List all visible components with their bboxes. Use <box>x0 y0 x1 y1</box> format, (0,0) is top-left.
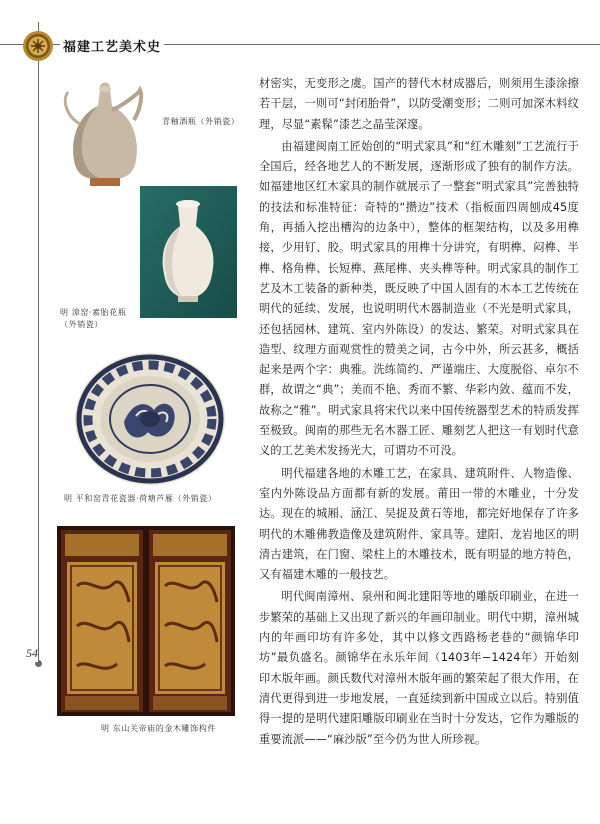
body-text <box>259 74 579 750</box>
figure-caption: 明 平和窑青花瓷器·荷塘芦雁（外销瓷） <box>64 494 217 503</box>
white-vase-image <box>140 186 237 318</box>
figure-caption: 明 东山关帝庙的金木雕饰构件 <box>101 724 216 733</box>
page-number: 54 <box>26 646 38 660</box>
paragraph: 由福建闽南工匠始创的“明式家具”和“红木雕刻”工艺流行于全国后，经各地艺人的不断发展，逐渐形成了独有的制作方法。如福建地区红木家具的制作就展示了一整套“明式家具”完善独特的技法和标准特征：奇特的“攒边”技术（指板面四周刨成45度角，再插入挖出槽沟的边条中），整体的框架结构，以及多用榫接，少用钉、胶。明式家具的用榫十分讲究，有明榫、闷榫、半榫、格角榫、长短榫、燕尾榫、夹头榫等种。明式家具的制作工艺及木工装备的新种类，既反映了中国人固有的木本工艺传统在明代的延续、发展，也说明明代木器制造业（不光是明式家具，还包括园林、建筑、室内外陈设）的发达、繁荣。对明式家具在造型、纹理方面观赏性的赞美之词，古今中外，所云甚多，概括起来是两个字：典雅。洗练简约、严谨端庄、大度脱俗、卓尔不群，故谓之“典”；美而不艳、秀而不繁、华彩内敛、蕴而不发，故称之“雅”。明式家具将宋代以来中国传统器型艺术的特质发挥至极致。闽南的那些无名木器工匠、雕刻艺人把这一有划时代意义的工艺美术发扬光大，可谓功不可没。 <box>259 139 579 458</box>
paragraph: 明代闽南漳州、泉州和闽北建阳等地的雕版印刷业，在进一步繁荣的基础上又出现了新兴的年画印制业。明代中期，漳州城内的年画印坊有许多处，其中以修文西路杨老巷的“颜锦华印坊”最负盛名。颜锦华在永乐年间（1403年−1424年）开始刻印木版年画。颜氏数代对漳州木版年画的繁荣起了很大作用，在清代更得到进一步地发展，一直延续到新中国成立以后。特别值得一提的是明代建阳雕版印刷业在当时十分发达，它作为雕版的重要流派——“麻沙版”至今仍为世人所珍视。 <box>259 590 579 746</box>
paragraph: 材密实，无变形之虞。国产的替代木材成器后，则须用生漆涂擦若干层，一则可“封闭胎骨”，以防受潮变形；二则可加深木料纹理，尽显“素髹”漆艺之晶莹深邃。 <box>259 77 579 131</box>
emblem-seal-icon <box>22 30 54 62</box>
margin-rule <box>38 22 39 662</box>
figure-caption: 明 漳窑·素胎花瓶（外销瓷） <box>60 308 127 329</box>
figure-caption: 青釉酒瓶（外销瓷） <box>162 117 240 126</box>
book-title: 福建工艺美术史 <box>60 36 164 55</box>
celadon-ewer-image <box>60 76 150 188</box>
gilded-wood-carving-image <box>57 526 235 716</box>
paragraph: 明代福建各地的木雕工艺，在家具、建筑附件、人物造像、室内外陈设品方面都有新的发展。莆田一带的木雕业，十分发达。现在的城厢、涵江、吴捉及黄石等地，都完好地保存了许多明代的木雕佛教造像及建筑附件、家具等。建阳、龙岩地区的明清古建筑，在门窗、梁柱上的木雕技术，既有明显的地方特色，又有福建木雕的一般技艺。 <box>259 466 579 582</box>
blue-white-plate-image <box>74 352 226 486</box>
